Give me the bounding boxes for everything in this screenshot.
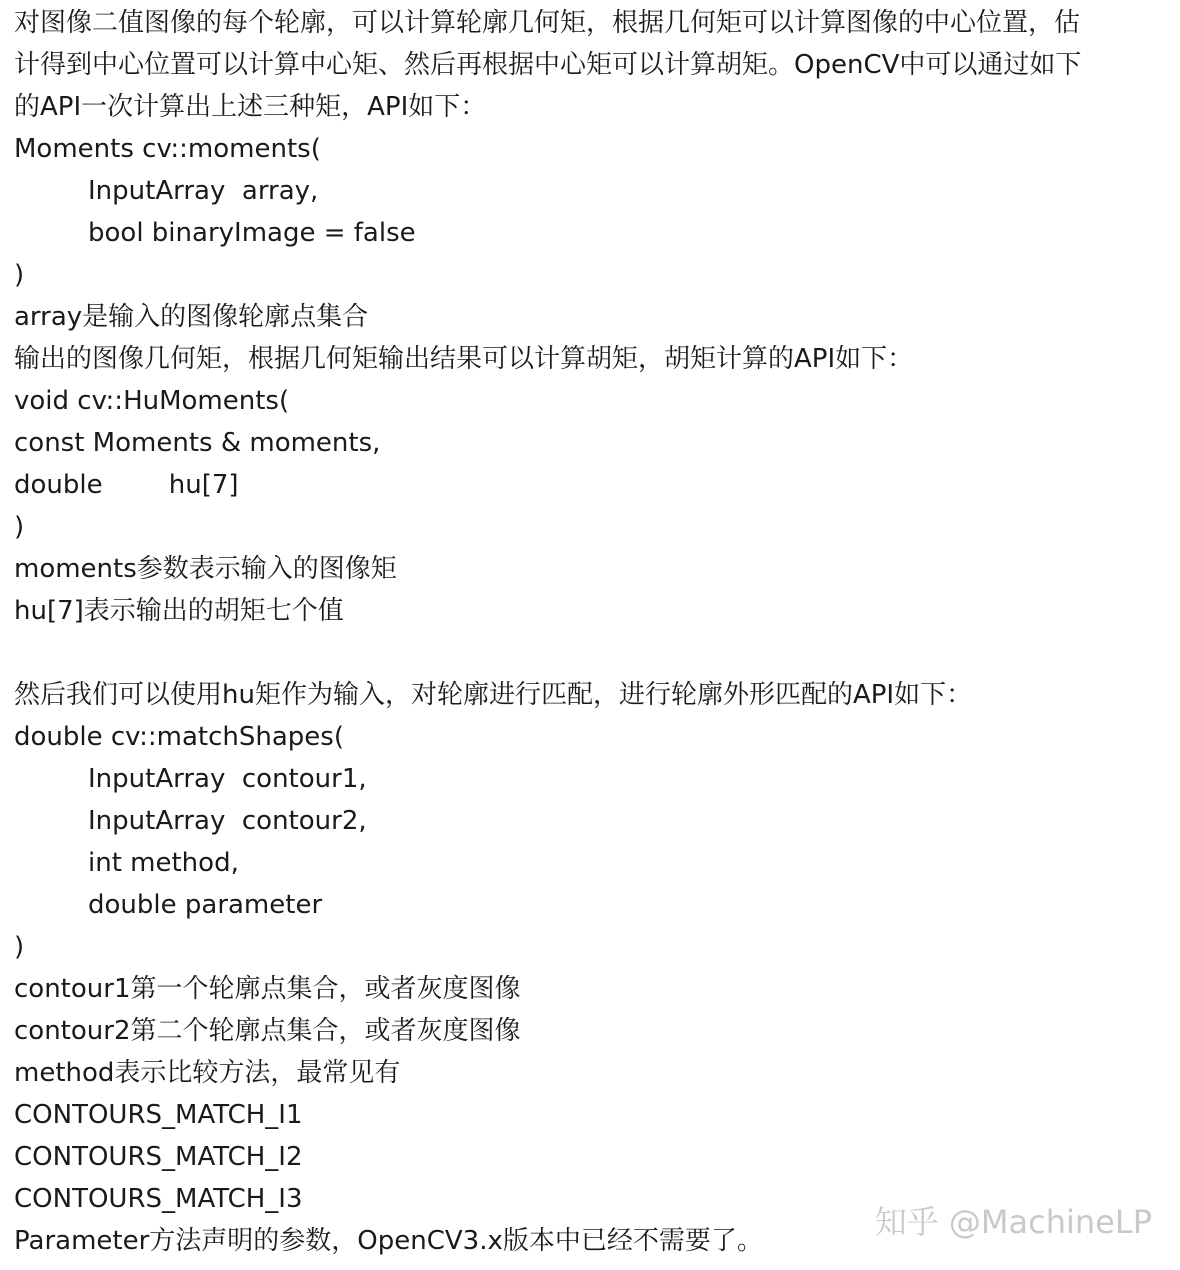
text-line: 对图像二值图像的每个轮廓，可以计算轮廓几何矩，根据几何矩可以计算图像的中心位置，估 <box>14 8 1081 38</box>
zhihu-watermark: 知乎 @MachineLP <box>874 1203 1152 1241</box>
article-body <box>14 0 1174 1262</box>
text-line: Parameter方法声明的参数，OpenCV3.x版本中已经不需要了。 <box>14 1226 763 1256</box>
text-line: CONTOURS_MATCH_I1 <box>14 1100 303 1130</box>
blank-line <box>14 632 1174 674</box>
code-line: ) <box>14 260 25 290</box>
text-line: moments参数表示输入的图像矩 <box>14 554 397 584</box>
text-line: 输出的图像几何矩，根据几何矩输出结果可以计算胡矩，胡矩计算的API如下： <box>14 344 914 374</box>
text-line: 然后我们可以使用hu矩作为输入，对轮廓进行匹配，进行轮廓外形匹配的API如下： <box>14 680 973 710</box>
code-line: InputArray contour2, <box>88 806 367 836</box>
code-line: ) <box>14 932 25 962</box>
text-line: method表示比较方法，最常见有 <box>14 1058 401 1088</box>
text-line: contour2第二个轮廓点集合，或者灰度图像 <box>14 1016 521 1046</box>
text-line: hu[7]表示输出的胡矩七个值 <box>14 596 344 626</box>
text-line: 的API一次计算出上述三种矩，API如下： <box>14 92 487 122</box>
code-line: int method, <box>88 848 239 878</box>
text-line: CONTOURS_MATCH_I3 <box>14 1184 303 1214</box>
code-line: ) <box>14 512 25 542</box>
code-line: bool binaryImage = false <box>88 218 416 248</box>
code-line: InputArray contour1, <box>88 764 367 794</box>
code-line: double hu[7] <box>14 470 239 500</box>
code-line: double cv::matchShapes( <box>14 722 344 752</box>
text-line: 计得到中心位置可以计算中心矩、然后再根据中心矩可以计算胡矩。OpenCV中可以通过如下 <box>14 50 1082 80</box>
text-line: array是输入的图像轮廓点集合 <box>14 302 369 332</box>
code-line: InputArray array, <box>88 176 319 206</box>
code-line: void cv::HuMoments( <box>14 386 290 416</box>
code-line: const Moments & moments, <box>14 428 381 458</box>
code-line: double parameter <box>88 890 323 920</box>
text-line: contour1第一个轮廓点集合，或者灰度图像 <box>14 974 521 1004</box>
code-line: Moments cv::moments( <box>14 134 321 164</box>
text-line: CONTOURS_MATCH_I2 <box>14 1142 303 1172</box>
